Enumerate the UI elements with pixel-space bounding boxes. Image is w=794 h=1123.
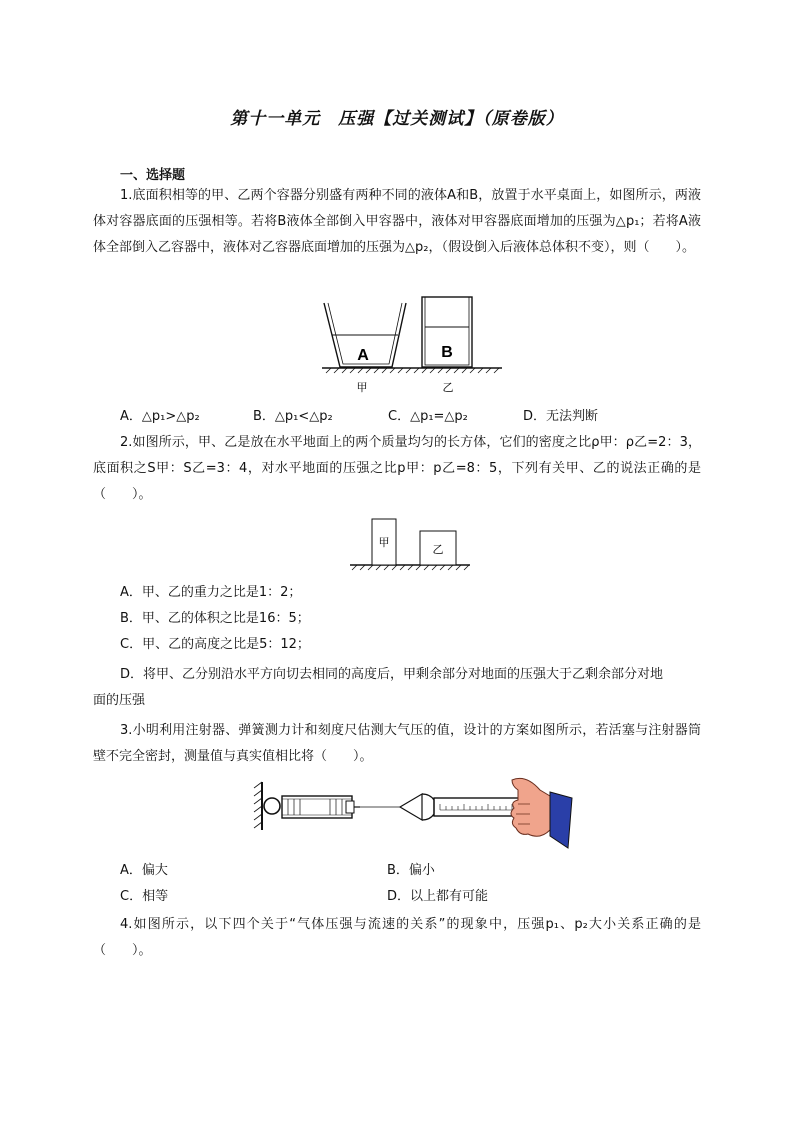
section-heading: 一、选择题 [120, 168, 186, 183]
q2-option-a: A．甲、乙的重力之比是1：2； [120, 585, 302, 600]
question-1-options [120, 404, 598, 430]
hand-icon [511, 778, 572, 848]
figure-1-label-a: A [357, 347, 369, 364]
figure-1-label-b: B [441, 344, 453, 361]
question-1-figure [318, 295, 506, 395]
q2-option-c: C．甲、乙的高度之比是5：12； [120, 637, 310, 652]
question-2-figure [346, 515, 474, 575]
q2-option-b: B．甲、乙的体积之比是16：5； [120, 611, 310, 626]
figure-2-label-jia: 甲 [378, 536, 390, 549]
q3-option-c: C．相等 [120, 889, 169, 904]
q3-option-d: D．以上都有可能 [387, 889, 489, 904]
question-1-text: 1.底面积相等的甲、乙两个容器分别盛有两种不同的液体A和B，放置于水平桌面上，如图所示，两液体对容器底面的压强相等。若将B液体全部倒入甲容器中，液体对甲容器底面增加的压强为△p₁；若将A液体全部倒入乙容器中，液体对乙容器底面增加的压强为△p₂，（假设倒入后液体总体积不变），则（ ）。 [93, 188, 701, 255]
q2-option-d-wrap: 面的压强 [93, 693, 146, 708]
question-3-figure [250, 774, 576, 852]
q2-option-d: D．将甲、乙分别沿水平方向切去相同的高度后，甲剩余部分对地面的压强大于乙剩余部分对地 [120, 667, 664, 682]
page-title: 第十一单元 压强【过关测试】（原卷版） [230, 109, 564, 129]
q3-option-b: B．偏小 [387, 863, 435, 878]
q1-option-d: D．无法判断 [523, 409, 599, 424]
wall-ring-icon [264, 798, 280, 814]
q1-option-b: B．△p₁<△p₂ [253, 409, 333, 424]
figure-1-label-yi: 乙 [442, 381, 454, 394]
question-3-text: 3.小明利用注射器、弹簧测力计和刻度尺估测大气压的值，设计的方案如图所示，若活塞与注射器筒壁不完全密封，测量值与真实值相比将（ ）。 [93, 723, 701, 764]
figure-1-label-jia: 甲 [356, 381, 368, 394]
question-4-text: 4.如图所示，以下四个关于“气体压强与流速的关系”的现象中，压强p₁、p₂大小关系正确的是（ ）。 [93, 917, 701, 958]
figure-2-label-yi: 乙 [432, 543, 444, 556]
question-2-text: 2.如图所示，甲、乙是放在水平地面上的两个质量均匀的长方体，它们的密度之比ρ甲：ρ乙=2：3，底面积之S甲：S乙=3：4，对水平地面的压强之比p甲：p乙=8：5，下列有关甲、乙的说法正确的是（ ）。 [93, 435, 701, 502]
q1-option-a: A．△p₁>△p₂ [120, 409, 200, 424]
q1-option-c: C．△p₁=△p₂ [388, 409, 468, 424]
q3-option-a: A．偏大 [120, 863, 168, 878]
